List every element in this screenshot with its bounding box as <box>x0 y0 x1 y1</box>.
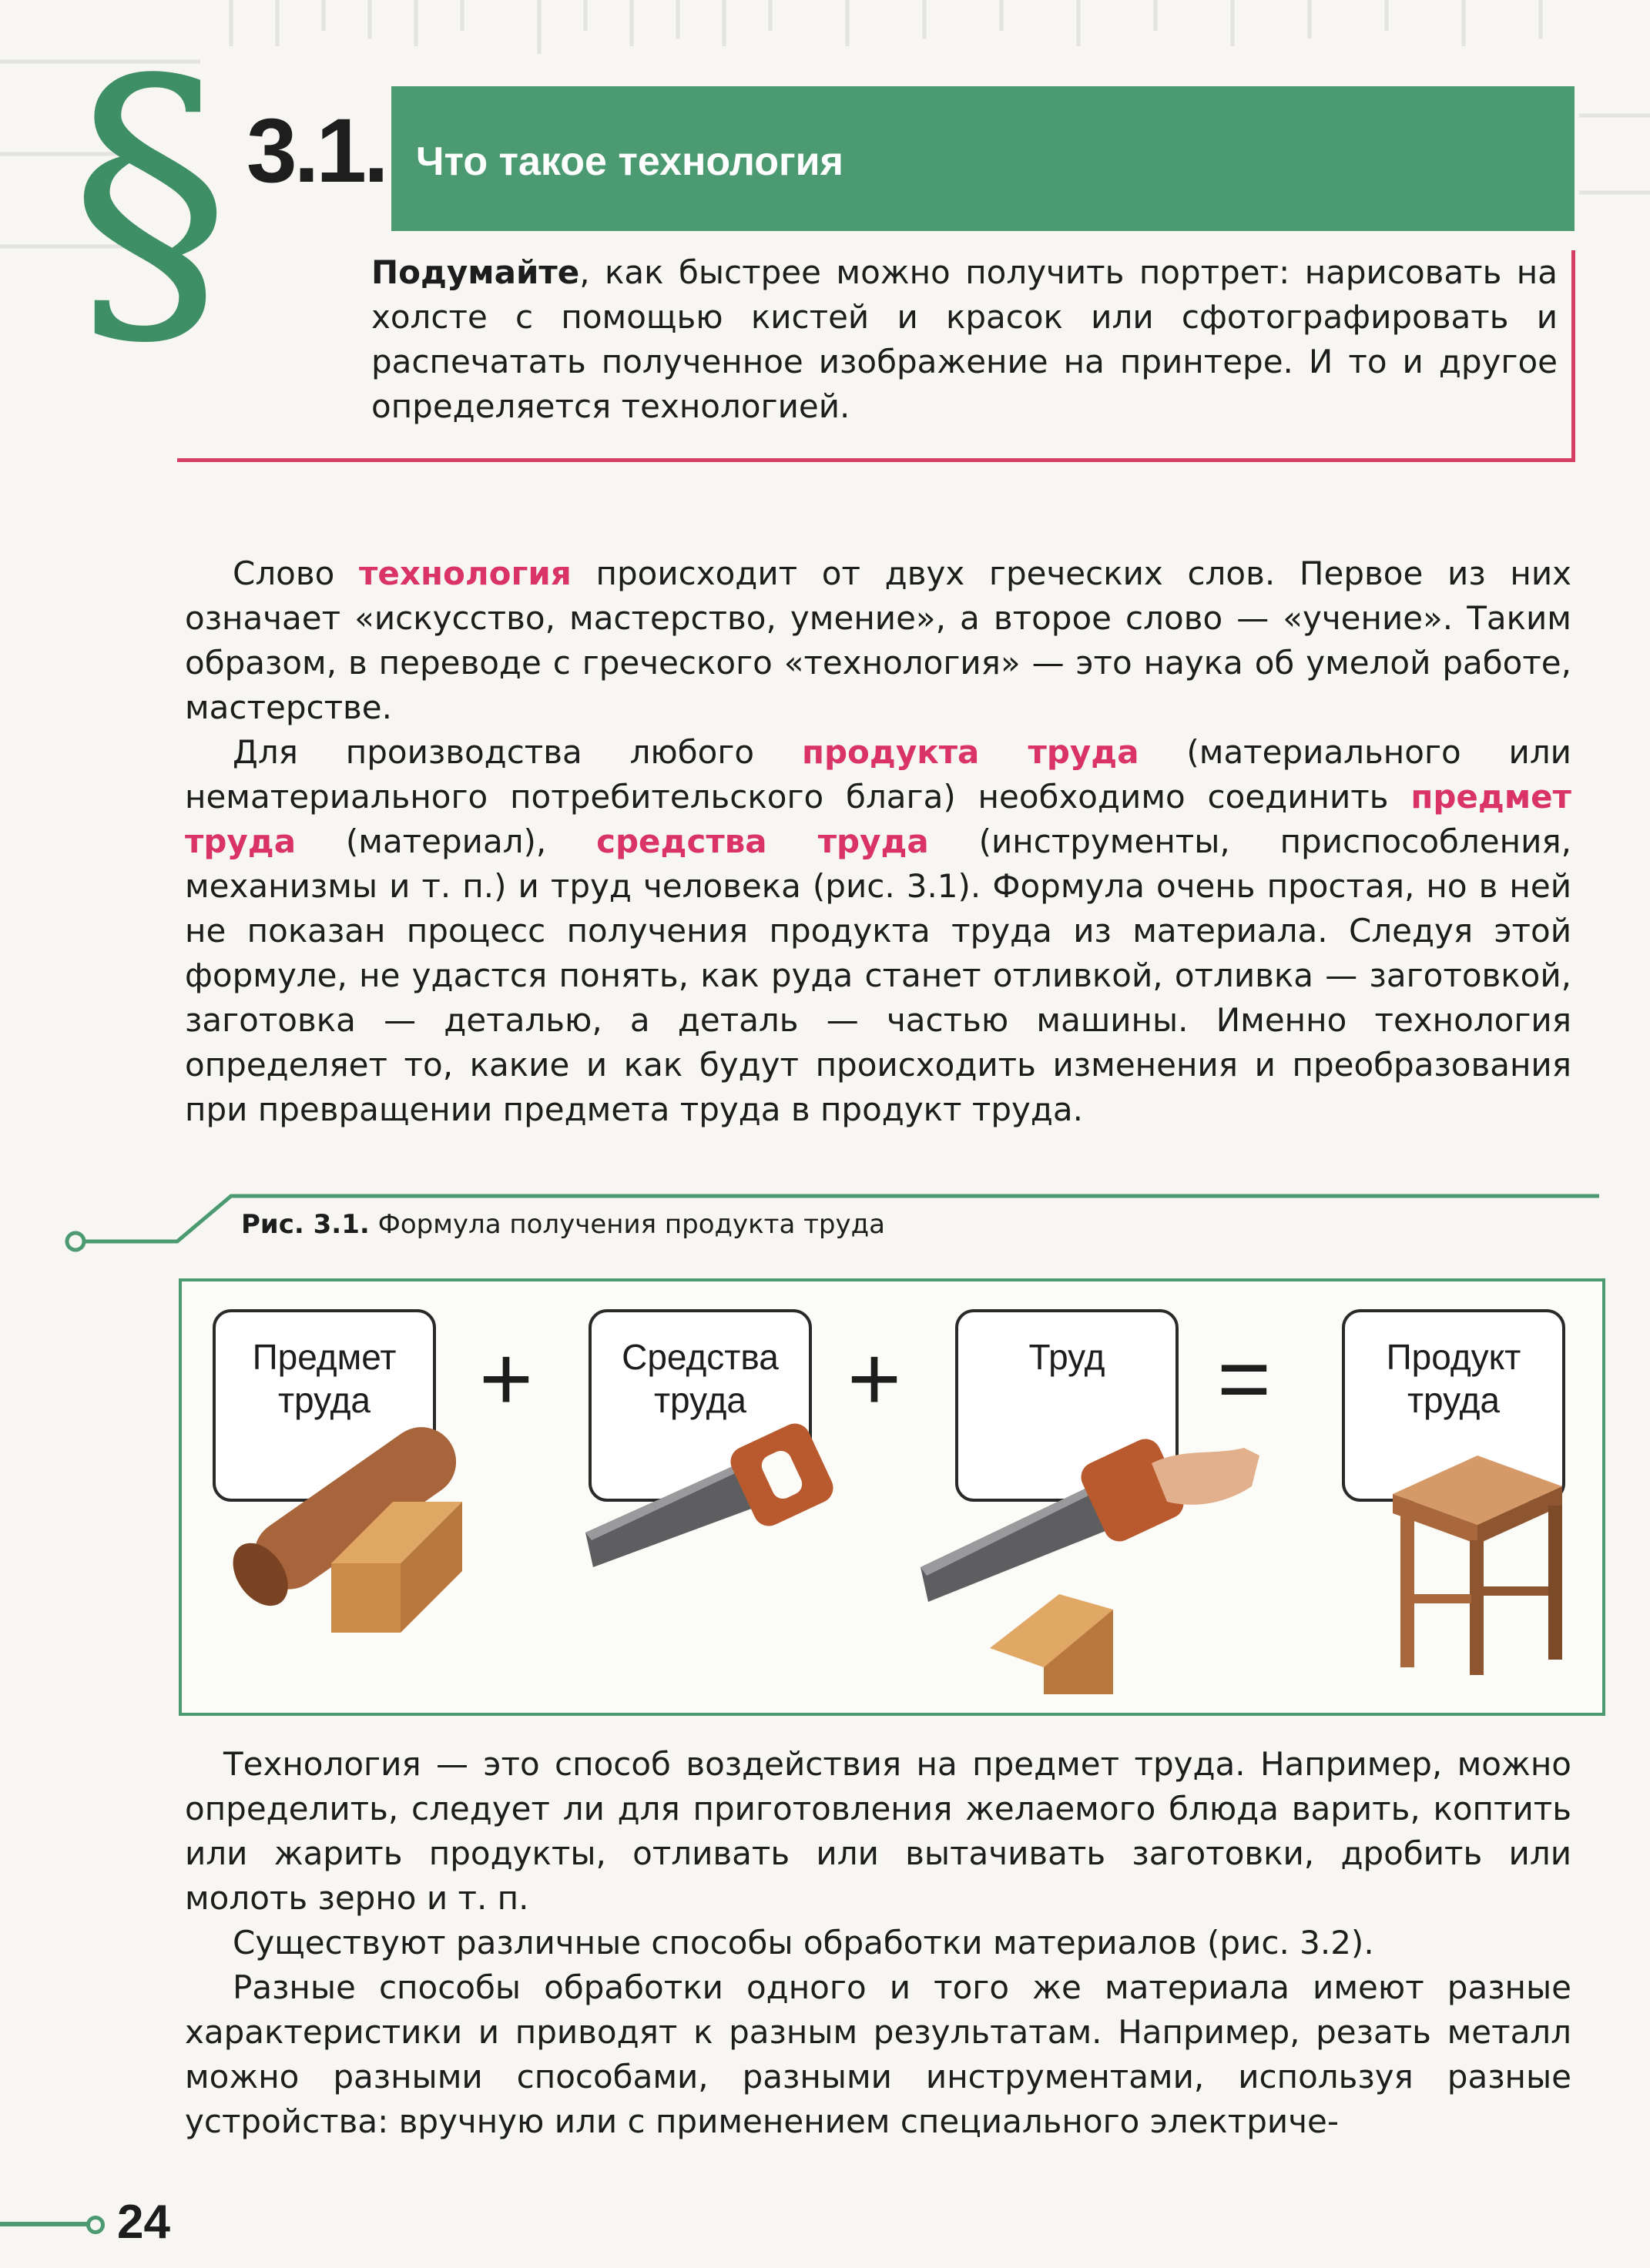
section-symbol: § <box>69 12 231 388</box>
think-body: , как быстрее можно получить портрет: нарисовать на холсте с помощью кистей и красок или сфотографировать и распечатать полученное изображение на принтере. И то и другое определяется технологией. <box>371 253 1558 425</box>
think-box-text <box>371 250 1558 429</box>
think-lead: Подумайте <box>371 253 580 291</box>
card-subject-of-labor: Предмет труда <box>213 1309 436 1502</box>
card-labor: Труд <box>955 1309 1179 1502</box>
paragraph-4: Существуют различные способы обработки материалов (рис. 3.2). <box>233 1924 1374 1961</box>
term-product: продукта труда <box>801 733 1139 771</box>
continuation-text <box>185 1742 1571 2144</box>
figure-label: Рис. 3.1. <box>241 1209 370 1240</box>
intro-text <box>185 551 1571 1132</box>
plus-sign: + <box>479 1327 534 1430</box>
log-and-beam-illustration <box>208 1386 485 1633</box>
figure-caption-text: Формула получения продукта труда <box>369 1209 885 1240</box>
term-means: средства труда <box>596 822 929 860</box>
page-number-dot <box>86 2216 105 2234</box>
paragraph-5: Разные способы обработки одного и того же материала имеют разные характеристики и приводят к разным результатам. Например, резать металл можно разными способами, разными инструментами, используя разные устройства: вручную или с применением специального электриче- <box>185 1968 1571 2140</box>
paragraph-3: Технология — это способ воздействия на предмет труда. Например, можно определить, следует ли для приготовления желаемого блюда варить, коптить или жарить продукты, отливать или вытачивать заготовки, дробить или молоть зерно и т. п. <box>185 1745 1571 1917</box>
page-number: 24 <box>117 2196 170 2249</box>
card-means-of-labor: Средства труда <box>589 1309 812 1502</box>
plus-sign: + <box>847 1327 902 1430</box>
page-number-line <box>0 2222 92 2226</box>
section-title: Что такое технология <box>416 139 843 184</box>
card-product-of-labor: Продукт труда <box>1342 1309 1565 1502</box>
equals-sign: = <box>1217 1327 1272 1430</box>
term-technology: технология <box>359 554 572 592</box>
sawing-hand-illustration <box>921 1402 1275 1694</box>
paragraph-2: Для производства любого продукта труда (материального или нематериального потребительского блага) необходимо соединить предмет труда (материал), средства труда (инструменты, приспособления, механизмы и т. п.) и труд человека (рис. 3.1). Формула очень простая, но в ней не показан процесс получения продукта труда из материала. Следуя этой формуле, не удастся понять, как руда станет отливкой, отливка — заготовкой, заготовка — деталью, а деталь — частью машины. Именно технология определяет то, какие и как будут происходить изменения и преобразования при превращении предмета труда в продукт труда. <box>185 733 1571 1128</box>
paragraph-1: Слово технология происходит от двух греческих слов. Первое из них означает «искусство, мастерство, умение», а второе слово — «учение». Таким образом, в переводе с греческого «технология» — это наука об умелой работе, мастерстве. <box>185 554 1571 726</box>
figure-caption <box>241 1209 885 1240</box>
saw-illustration <box>578 1417 855 1586</box>
term-subject: предмет труда <box>185 778 1571 860</box>
section-number: 3.1. <box>246 100 386 202</box>
stool-illustration <box>1377 1440 1578 1679</box>
